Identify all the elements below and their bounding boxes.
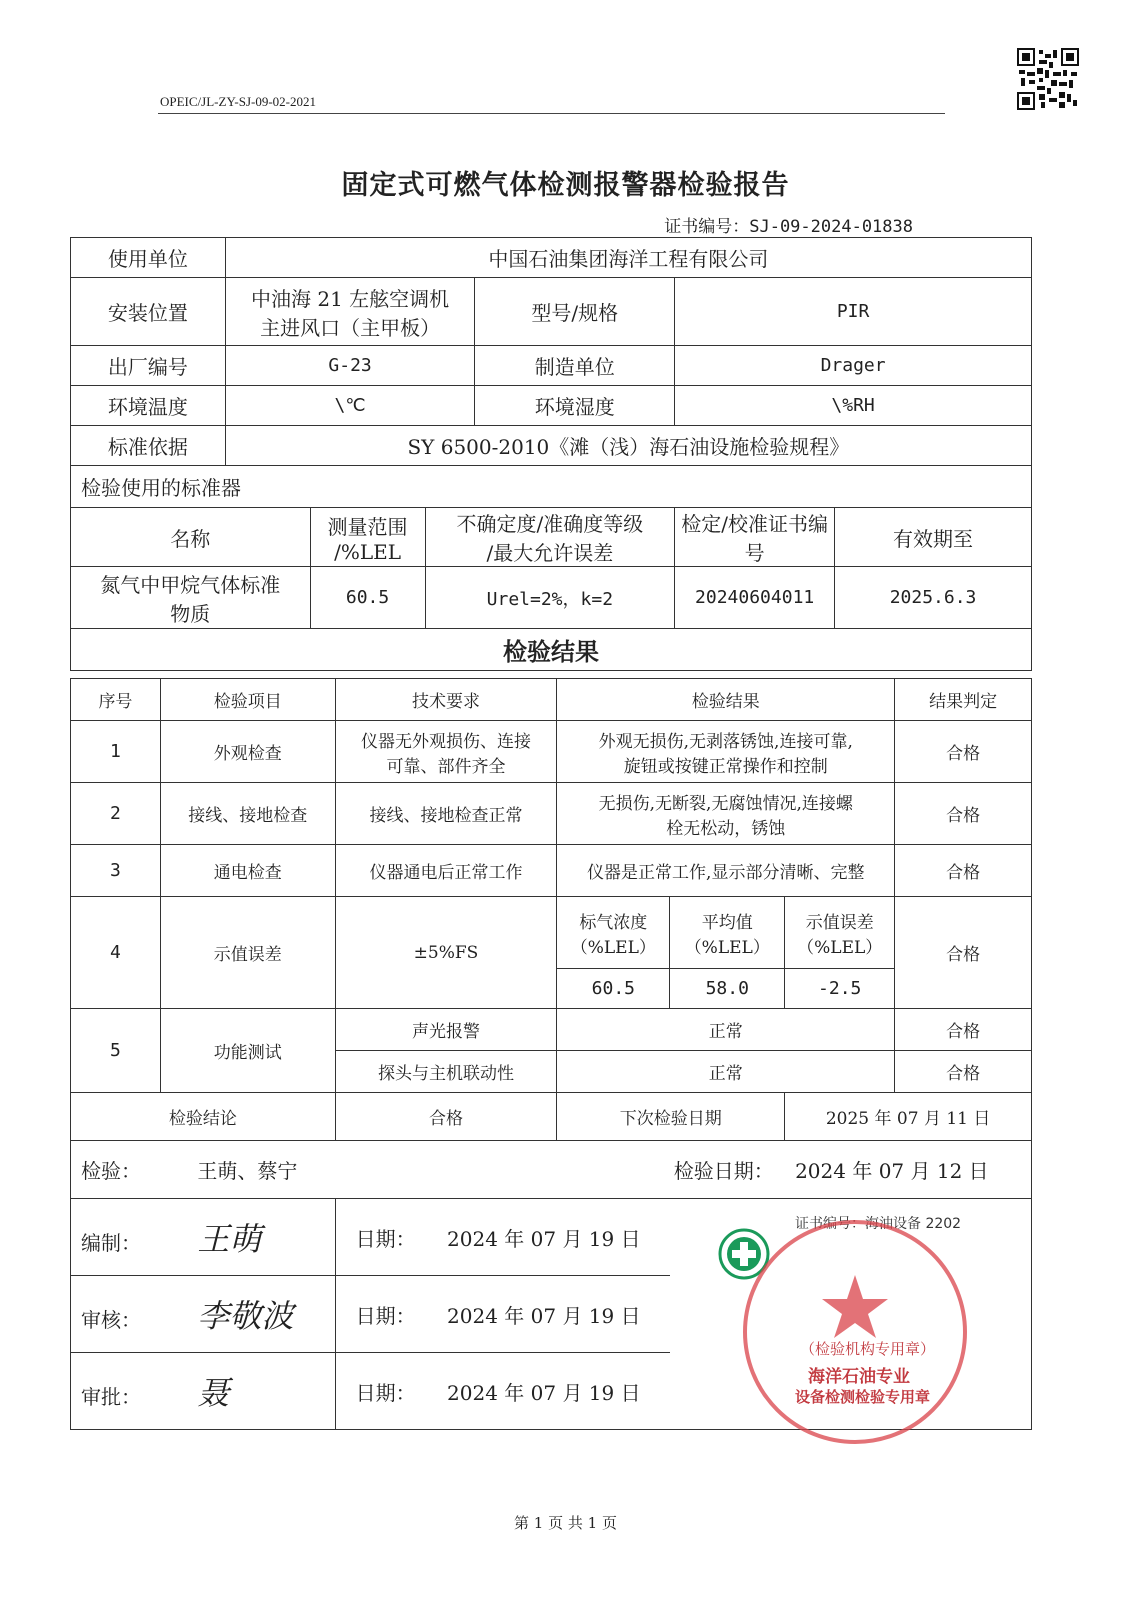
standard-material-name	[71, 567, 311, 629]
row-result-line2: 旋钮或按键正常操作和控制	[623, 756, 828, 777]
row-requirement: 声光报警	[335, 1009, 557, 1051]
row-requirement-line2: 可靠、部件齐全	[386, 756, 506, 777]
reviewed-label: 审核：	[81, 1308, 141, 1332]
std-gas-conc-header	[557, 897, 670, 969]
user-unit-value: 中国石油集团海洋工程有限公司	[225, 238, 1031, 278]
row-verdict: 合格	[895, 1051, 1032, 1093]
results-header-item: 检验项目	[160, 679, 335, 721]
table-row	[71, 783, 1032, 845]
approved-date-cell	[335, 1353, 670, 1430]
indication-error-value: -2.5	[785, 969, 895, 1009]
row-requirement: 探头与主机联动性	[335, 1051, 557, 1093]
header-rule	[158, 113, 945, 114]
col-cert-header: 检定/校准证书编号	[675, 508, 835, 567]
next-date-value: 2025 年 07 月 11 日	[785, 1093, 1032, 1141]
manufacturer-value: Drager	[675, 346, 1032, 386]
row-item: 接线、接地检查	[160, 783, 335, 845]
std-gas-conc-header-line2: （%LEL）	[570, 937, 656, 958]
row-verdict: 合格	[895, 1009, 1032, 1051]
prepared-date-cell	[335, 1199, 670, 1276]
standard-label: 标准依据	[71, 426, 226, 466]
conclusion-label: 检验结论	[71, 1093, 336, 1141]
row-result: 仪器是正常工作,显示部分清晰、完整	[557, 845, 895, 897]
standard-value: SY 6500-2010《滩（浅）海石油设施检验规程》	[225, 426, 1031, 466]
row-result: 正常	[557, 1009, 895, 1051]
seal-text-line1: （检验机构专用章）	[800, 1340, 936, 1358]
row-result: 正常	[557, 1051, 895, 1093]
standard-material-name-line2: 物质	[170, 601, 211, 626]
humidity-label: 环境湿度	[475, 386, 675, 426]
row-item: 示值误差	[160, 897, 335, 1009]
date-label: 日期：	[355, 1226, 416, 1251]
approved-label: 审批：	[81, 1385, 141, 1409]
row-item: 通电检查	[160, 845, 335, 897]
reviewed-date: 2024 年 07 月 19 日	[447, 1303, 641, 1328]
average-value: 58.0	[670, 969, 785, 1009]
serial-label: 出厂编号	[71, 346, 226, 386]
average-header-line2: （%LEL）	[684, 937, 770, 958]
prepared-label: 编制：	[81, 1231, 141, 1255]
inspection-date-value: 2024 年 07 月 12 日	[795, 1159, 989, 1183]
model-label: 型号/规格	[475, 278, 675, 346]
col-range-header	[310, 508, 425, 567]
col-valid-header: 有效期至	[835, 508, 1032, 567]
row-requirement	[335, 721, 557, 783]
row-result-line1: 外观无损伤,无剥落锈蚀,连接可靠,	[598, 731, 853, 752]
table-row	[71, 845, 1032, 897]
table-row	[71, 721, 1032, 783]
row-no: 1	[71, 721, 161, 783]
approved-signature: 聂	[197, 1374, 230, 1412]
results-header-no: 序号	[71, 679, 161, 721]
inspector-names: 王萌、蔡宁	[197, 1159, 298, 1183]
row-result-line1: 无损伤,无断裂,无腐蚀情况,连接螺	[598, 793, 853, 814]
indication-error-header	[785, 897, 895, 969]
row-result	[557, 721, 895, 783]
inspection-date-label: 检验日期：	[673, 1159, 774, 1183]
standard-material-name-line1: 氮气中甲烷气体标准	[100, 572, 281, 597]
col-name-header: 名称	[71, 508, 311, 567]
row-item: 外观检查	[160, 721, 335, 783]
row-requirement: 接线、接地检查正常	[335, 783, 557, 845]
row-no: 2	[71, 783, 161, 845]
approved-date: 2024 年 07 月 19 日	[447, 1380, 641, 1405]
date-label: 日期：	[355, 1380, 416, 1405]
reviewed-cell	[71, 1276, 336, 1353]
inspection-seal-icon	[735, 1215, 975, 1450]
prepared-cell	[71, 1199, 336, 1276]
manufacturer-label: 制造单位	[475, 346, 675, 386]
qr-code-icon	[1017, 48, 1079, 110]
inspection-row	[71, 1141, 1032, 1199]
standard-material-uncertainty: Urel=2%，k=2	[425, 567, 675, 629]
row-verdict: 合格	[895, 897, 1032, 1009]
conclusion-value: 合格	[335, 1093, 557, 1141]
info-table	[70, 237, 1032, 671]
col-uncertainty-header-line2: /最大允许误差	[486, 541, 614, 565]
report-title: 固定式可燃气体检测报警器检验报告	[341, 170, 790, 201]
install-location-value	[225, 278, 475, 346]
col-uncertainty-header-line1: 不确定度/准确度等级	[456, 512, 644, 536]
document-code: OPEIC/JL-ZY-SJ-09-02-2021	[160, 94, 316, 109]
row-no: 5	[71, 1009, 161, 1093]
col-uncertainty-header	[425, 508, 675, 567]
row-requirement: ±5%FS	[335, 897, 557, 1009]
next-date-label: 下次检验日期	[557, 1093, 785, 1141]
std-gas-conc-value: 60.5	[557, 969, 670, 1009]
standard-material-range: 60.5	[310, 567, 425, 629]
inspector-label: 检验：	[81, 1159, 141, 1183]
seal-certificate-number: 证书编号：海油设备 2202	[795, 1216, 962, 1232]
table-row	[71, 897, 1032, 969]
date-label: 日期：	[355, 1303, 416, 1328]
prepared-signature: 王萌	[197, 1220, 262, 1258]
install-location-label: 安装位置	[71, 278, 226, 346]
results-header-verdict: 结果判定	[895, 679, 1032, 721]
temperature-label: 环境温度	[71, 386, 226, 426]
approved-cell	[71, 1353, 336, 1430]
row-item: 功能测试	[160, 1009, 335, 1093]
std-gas-conc-header-line1: 标气浓度	[579, 912, 648, 933]
col-range-header-line1: 测量范围	[327, 514, 408, 539]
row-no: 3	[71, 845, 161, 897]
standard-material-cert: 20240604011	[675, 567, 835, 629]
col-range-header-line2: /%LEL	[334, 539, 401, 564]
indication-error-header-line1: 示值误差	[805, 912, 874, 933]
row-verdict: 合格	[895, 721, 1032, 783]
reviewed-signature: 李敬波	[197, 1297, 294, 1335]
install-location-line2: 主进风口（主甲板）	[260, 315, 441, 340]
table-row	[71, 1009, 1032, 1051]
row-requirement: 仪器通电后正常工作	[335, 845, 557, 897]
row-result	[557, 783, 895, 845]
results-section-title: 检验结果	[71, 629, 1032, 671]
install-location-line1: 中油海 21 左舷空调机	[251, 286, 450, 311]
seal-text-line3: 设备检测检验专用章	[795, 1388, 931, 1406]
user-unit-label: 使用单位	[71, 238, 226, 278]
results-header-requirement: 技术要求	[335, 679, 557, 721]
reviewed-date-cell	[335, 1276, 670, 1353]
average-header-line1: 平均值	[701, 912, 753, 933]
standard-material-valid: 2025.6.3	[835, 567, 1032, 629]
prepared-date: 2024 年 07 月 19 日	[447, 1226, 641, 1251]
page-footer: 第 1 页 共 1 页	[514, 1514, 617, 1532]
row-result-line2: 栓无松动，锈蚀	[666, 818, 786, 839]
model-value: PIR	[675, 278, 1032, 346]
humidity-value: \%RH	[675, 386, 1032, 426]
row-verdict: 合格	[895, 783, 1032, 845]
row-requirement-line1: 仪器无外观损伤、连接	[361, 731, 531, 752]
serial-value: G-23	[225, 346, 475, 386]
results-header-result: 检验结果	[557, 679, 895, 721]
average-header	[670, 897, 785, 969]
seal-text-line2: 海洋石油专业	[808, 1367, 910, 1387]
indication-error-header-line2: （%LEL）	[797, 937, 883, 958]
row-verdict: 合格	[895, 845, 1032, 897]
standards-used-section-label: 检验使用的标准器	[71, 466, 1032, 508]
certificate-number: 证书编号：SJ-09-2024-01838	[664, 217, 913, 237]
row-no: 4	[71, 897, 161, 1009]
temperature-value: \℃	[225, 386, 475, 426]
